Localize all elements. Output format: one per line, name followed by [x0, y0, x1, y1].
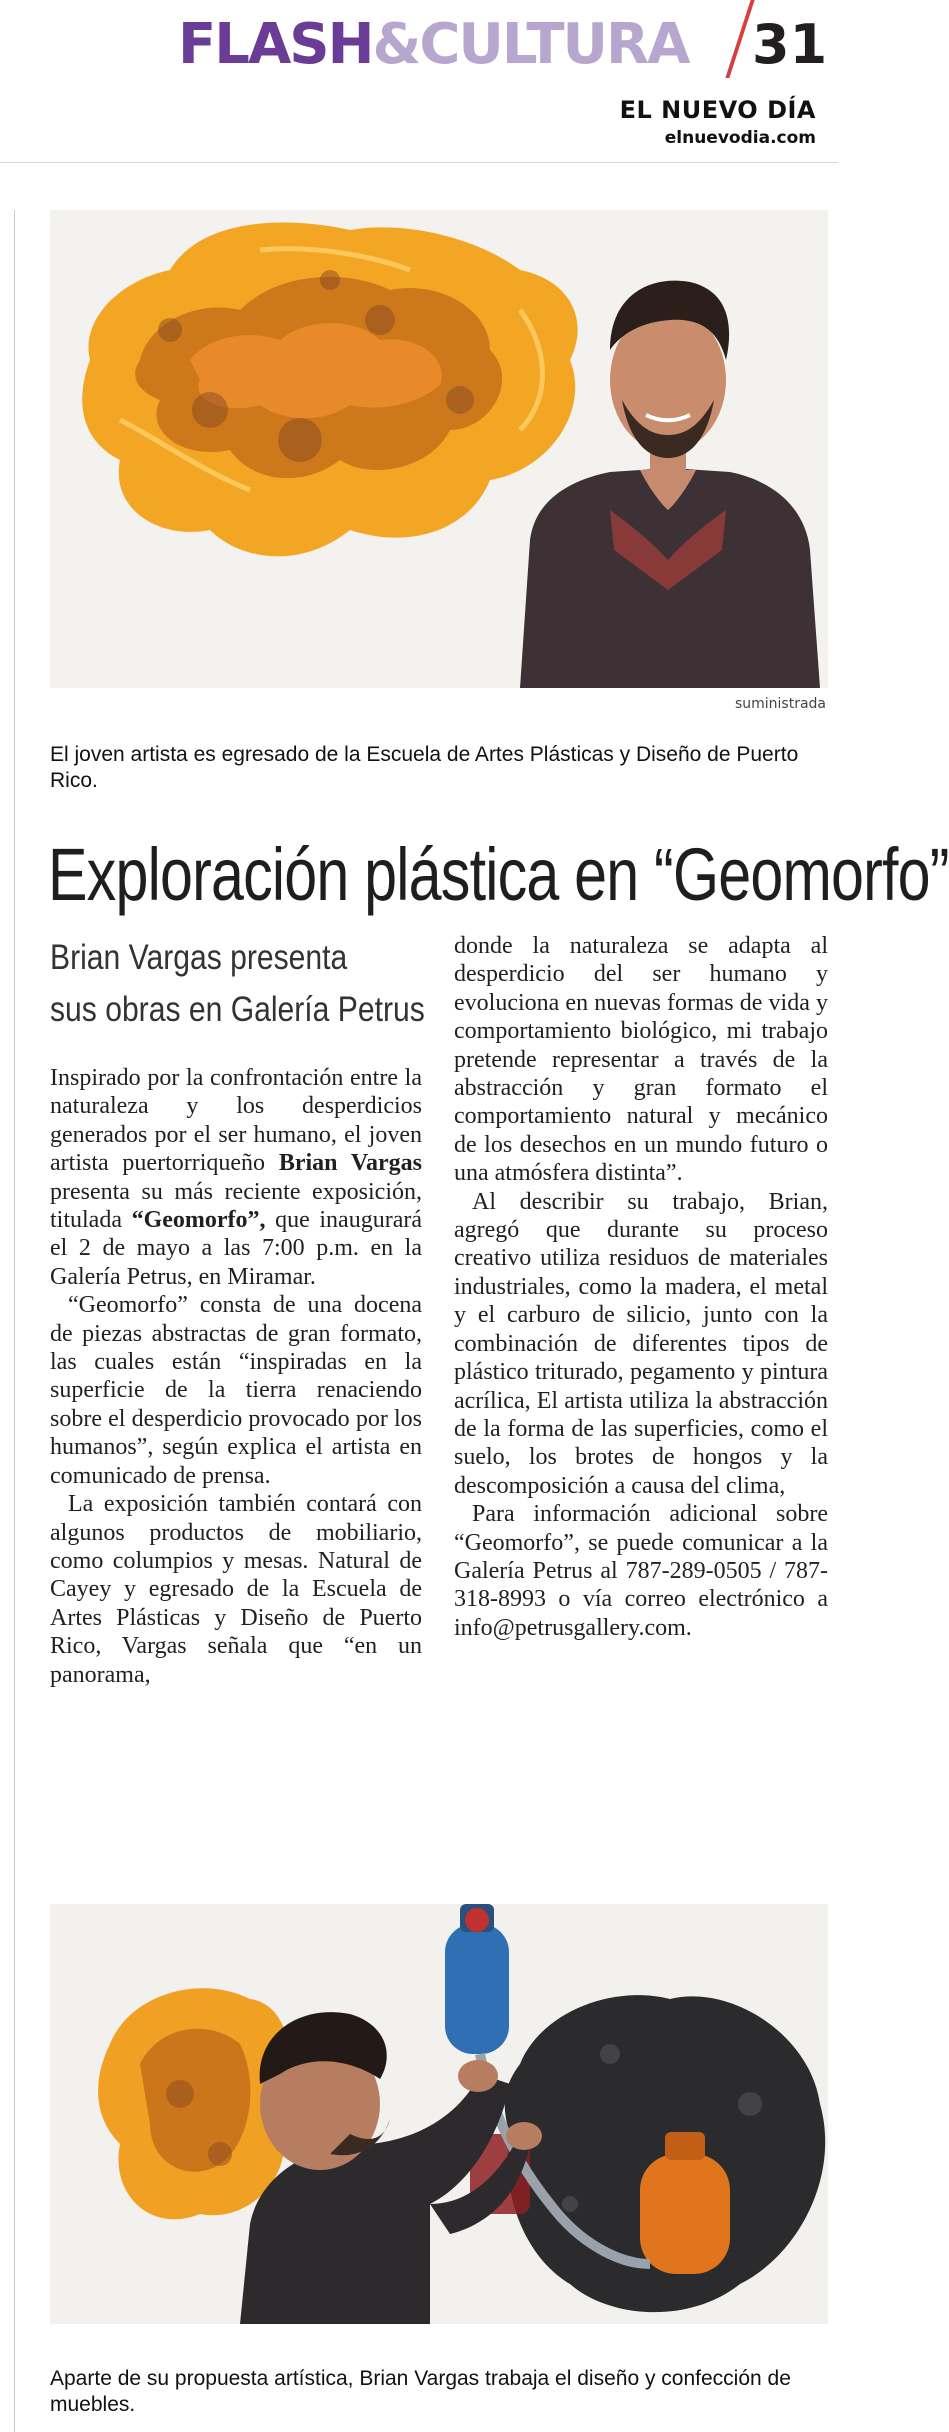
- article-headline: Exploración plástica en “Geomorfo”: [48, 833, 949, 916]
- section-title-ampersand: &: [372, 12, 420, 77]
- subheadline-line-2: sus obras en Galería Petrus: [50, 990, 425, 1029]
- newspaper-name: EL NUEVO DÍA: [619, 96, 816, 124]
- paragraph-3: La exposición también contará con algunos productos de mobiliario, como columpios y mesas. Natural de Cayey y egresado de la Escuela de Artes Plásticas y Diseño de Puerto Rico, Vargas señala que “en un panorama,: [50, 1491, 422, 1688]
- paragraph-1: [50, 1064, 422, 1291]
- artist-working-photo: [50, 1904, 828, 2324]
- photo-credit: suministrada: [734, 696, 826, 712]
- exhibition-title: “Geomorfo”,: [131, 1207, 266, 1234]
- p1-text-b: presenta su más reciente exposición, titulada: [50, 1178, 422, 1234]
- subheadline-line-1: Brian Vargas presenta: [50, 938, 348, 977]
- section-title-flash: FLASH: [178, 12, 373, 77]
- photo-caption: El joven artista es egresado de la Escuela de Artes Plásticas y Diseño de Puerto Rico.: [50, 743, 799, 792]
- paragraph-5: Para información adicional sobre “Geomorfo”, se puede comunicar a la Galería Petrus al 787-289-0505 / 787-318-8993 o vía correo electrónico a info@petrusgallery.com.: [454, 1501, 828, 1641]
- photo-caption-2: Aparte de su propuesta artística, Brian Vargas trabaja el diseño y confección de muebles.: [50, 2367, 791, 2416]
- p1-text-c: que inaugurará el 2 de mayo a las 7:00 p.m. en la Galería Petrus, en Miramar.: [50, 1207, 422, 1290]
- article-column-left: [50, 1064, 422, 1689]
- article-column-right: [454, 932, 828, 1642]
- section-divider-slash: [725, 0, 754, 78]
- column-rule: [14, 210, 15, 2432]
- artist-name: Brian Vargas: [278, 1150, 422, 1177]
- paragraph-3-continued: donde la naturaleza se adapta al desperdicio del ser humano y evoluciona en nuevas formas de vida y comportamiento biológico, mi trabajo pretende representar a través de la abstracción y gran formato el comportamiento natural y mecánico de los desechos en un mundo futuro o una atmósfera distinta”.: [454, 933, 828, 1187]
- p1-text-a: Inspirado por la confrontación entre la naturaleza y los desperdicios generados por el ser humano, el joven artista puertorriqueño: [50, 1065, 422, 1177]
- paragraph-2: “Geomorfo” consta de una docena de piezas abstractas de gran formato, las cuales están “inspiradas en la superficie de la tierra renaciendo sobre el desperdicio provocado por los humanos”, según explica el artista en comunicado de prensa.: [50, 1292, 422, 1489]
- paragraph-4: Al describir su trabajo, Brian, agregó que durante su proceso creativo utiliza residuos de materiales industriales, como la madera, el metal y el carburo de silicio, junto con la combinación de diferentes tipos de plástico triturado, pegamento y pintura acrílica, El artista utiliza la abstracción de la forma de las superficies, como el suelo, los brotes de hongos y la descomposición a causa del clima,: [454, 1188, 828, 1499]
- section-title-cultura: CULTURA: [419, 12, 689, 77]
- artist-portrait-photo: [50, 210, 828, 688]
- article-subheadline: [50, 932, 425, 1036]
- page-number: 31: [752, 13, 828, 76]
- header-rule: [0, 162, 838, 163]
- section-title: [178, 14, 728, 76]
- newspaper-url: elnuevodia.com: [664, 128, 816, 148]
